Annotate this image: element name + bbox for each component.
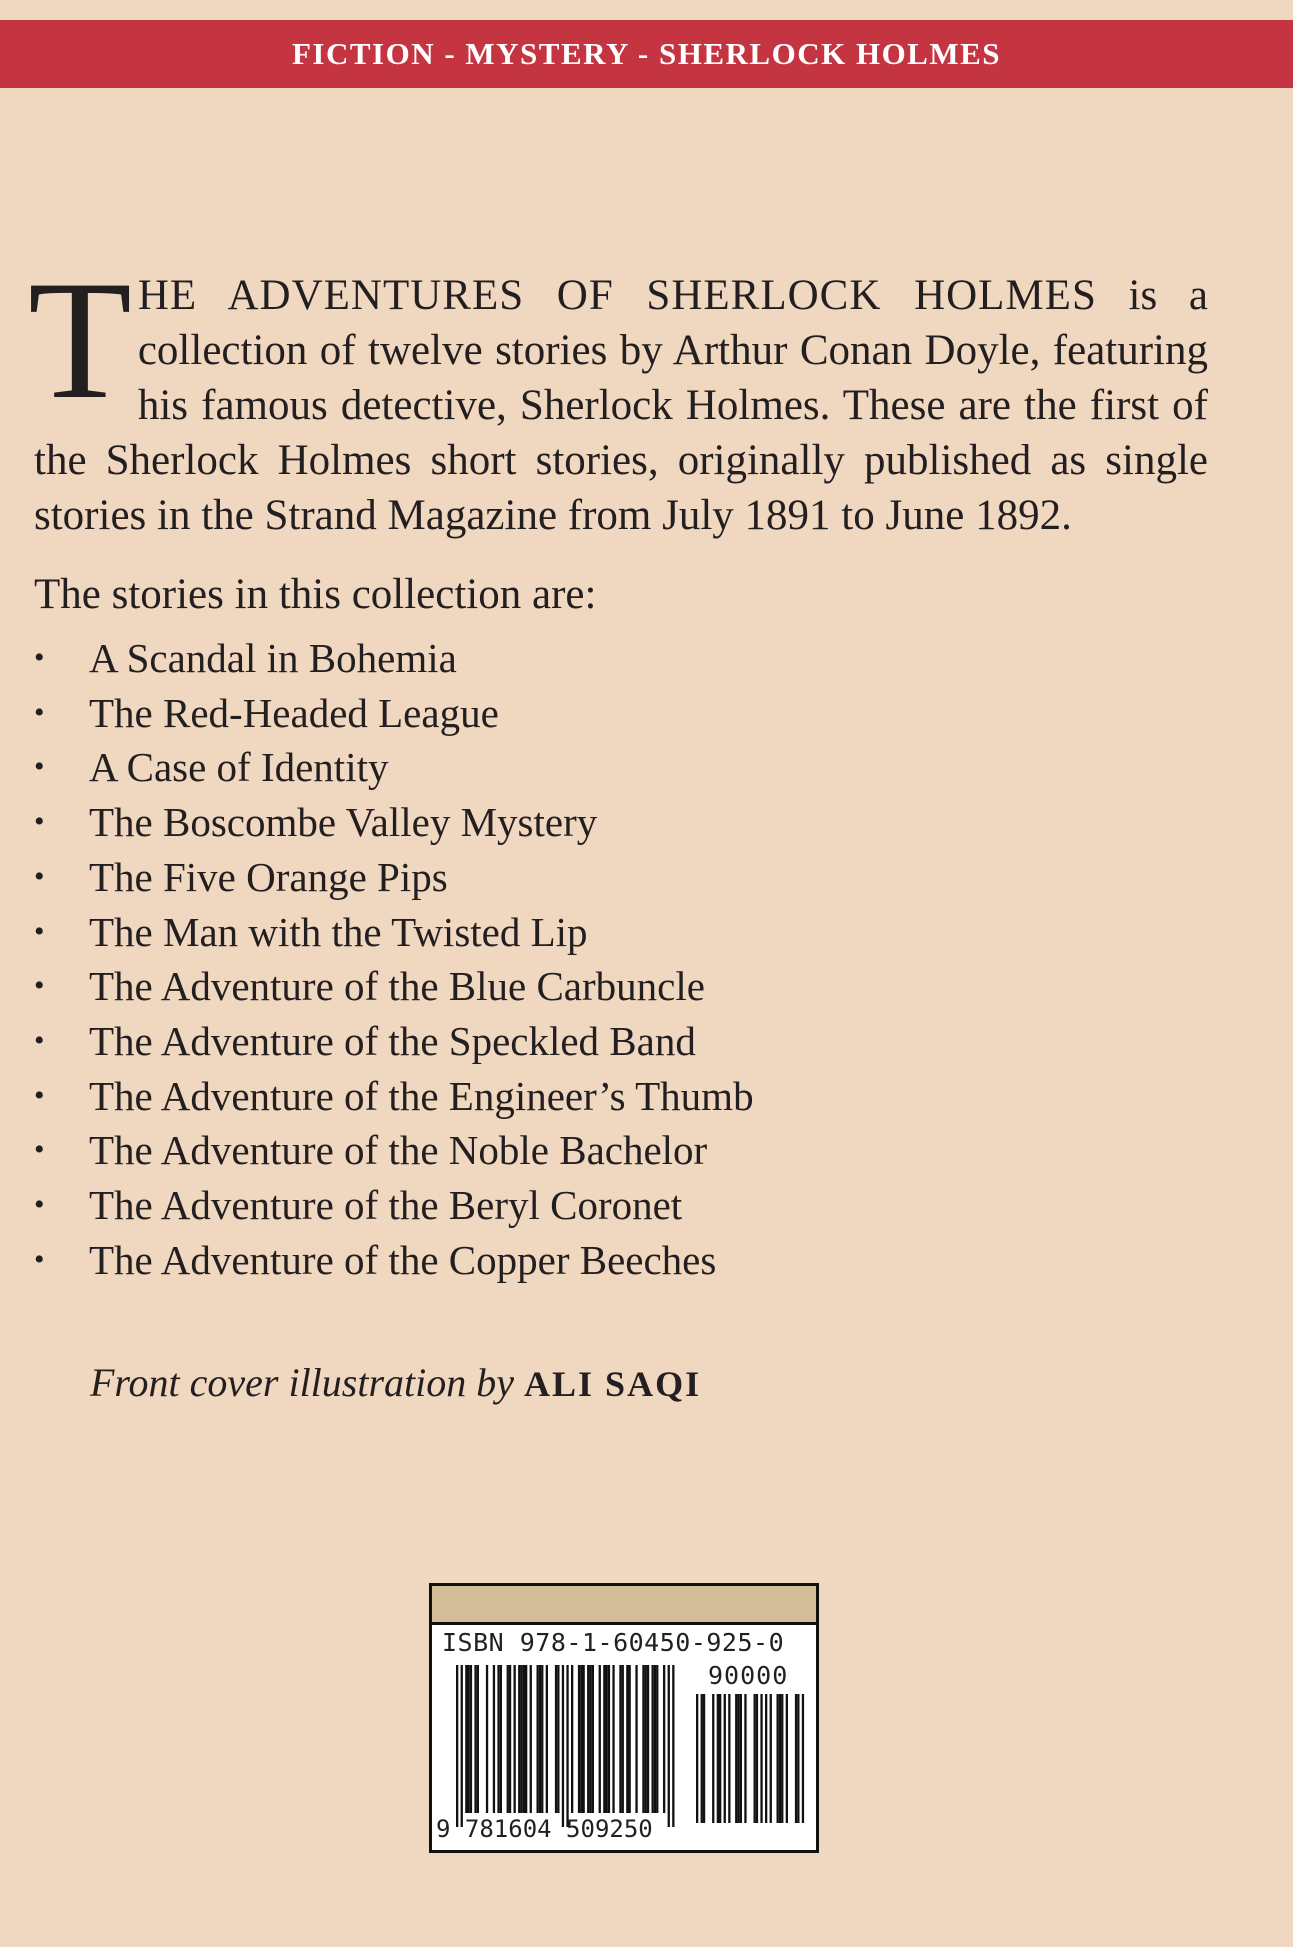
list-item xyxy=(34,631,754,686)
genre-banner-text: FICTION - MYSTERY - SHERLOCK HOLMES xyxy=(291,36,1002,71)
barcode-bar xyxy=(663,1665,665,1813)
bullet-icon: • xyxy=(34,641,45,674)
story-title: A Scandal in Bohemia xyxy=(89,635,457,681)
barcode-bar xyxy=(592,1665,594,1813)
addon-barcode-bar xyxy=(779,1694,781,1823)
barcode-bar xyxy=(619,1665,621,1813)
bullet-icon: • xyxy=(34,695,45,729)
bullet-icon: • xyxy=(34,1023,45,1057)
list-item xyxy=(34,905,754,960)
story-title: The Adventure of the Engineer’s Thumb xyxy=(89,1072,754,1119)
barcode-bar xyxy=(525,1665,527,1813)
list-item xyxy=(34,850,754,905)
barcode-bar xyxy=(647,1665,649,1813)
barcode-bar xyxy=(514,1665,516,1813)
barcode-bar xyxy=(537,1665,539,1813)
collection-intro: The stories in this collection are: xyxy=(34,571,597,618)
illustration-credit xyxy=(90,1355,701,1412)
barcode-bar xyxy=(461,1665,463,1827)
credit-prefix: Front cover illustration by xyxy=(90,1360,515,1405)
barcode-bar xyxy=(629,1665,631,1813)
addon-barcode-bar xyxy=(756,1694,758,1823)
bullet-icon: • xyxy=(34,805,45,839)
list-item xyxy=(34,1178,754,1233)
addon-barcode-bar xyxy=(740,1694,742,1823)
barcode-bar xyxy=(578,1665,580,1813)
addon-barcode-bar xyxy=(724,1694,726,1823)
barcode-bar xyxy=(645,1665,647,1813)
barcode-bar xyxy=(589,1665,591,1813)
barcode-bar xyxy=(497,1665,499,1813)
list-item xyxy=(34,740,754,795)
addon-barcode-bar xyxy=(795,1694,797,1823)
story-title: The Adventure of the Noble Bachelor xyxy=(89,1127,708,1174)
barcode-bar xyxy=(474,1665,476,1813)
drop-cap: T xyxy=(28,246,132,434)
barcode-bars xyxy=(432,1586,816,1850)
addon-barcode-bar xyxy=(760,1694,762,1823)
story-title: The Boscombe Valley Mystery xyxy=(89,799,598,846)
addon-barcode-bar xyxy=(781,1694,783,1823)
barcode-bar xyxy=(652,1665,654,1813)
barcode-bar xyxy=(562,1665,564,1827)
isbn-label: ISBN 978-1-60450-925-0 xyxy=(442,1628,785,1657)
barcode-bar xyxy=(509,1665,511,1813)
addon-barcode-bar xyxy=(765,1694,767,1823)
barcode-bar xyxy=(518,1665,520,1813)
story-list xyxy=(34,631,754,1287)
addon-barcode-bar xyxy=(770,1694,772,1823)
list-item xyxy=(34,1233,754,1288)
addon-barcode-bar xyxy=(728,1694,730,1823)
addon-barcode-bar xyxy=(777,1694,779,1823)
list-item xyxy=(34,1014,754,1069)
barcode-bar xyxy=(486,1665,488,1813)
barcode-bar xyxy=(599,1665,601,1813)
barcode-bar xyxy=(583,1665,585,1813)
barcode-bar xyxy=(557,1665,559,1813)
barcode-bar xyxy=(603,1665,605,1813)
addon-barcode-bar xyxy=(786,1694,788,1823)
barcode-bar xyxy=(477,1665,479,1813)
barcode-bar xyxy=(456,1665,458,1827)
bullet-icon: • xyxy=(34,1188,45,1222)
book-blurb xyxy=(28,246,1208,543)
barcode-bar xyxy=(539,1665,541,1813)
story-title: The Five Orange Pips xyxy=(89,853,448,900)
barcode-bar xyxy=(580,1665,582,1813)
barcode-bar xyxy=(520,1665,522,1813)
story-title: The Adventure of the Speckled Band xyxy=(89,1017,696,1064)
barcode-bar xyxy=(656,1665,658,1813)
addon-barcode-bar xyxy=(712,1694,714,1823)
bullet-icon: • xyxy=(34,1078,45,1112)
addon-barcode-bar xyxy=(735,1694,737,1823)
barcode-bar xyxy=(626,1665,628,1813)
barcode-bar xyxy=(635,1665,637,1813)
addon-barcode-bar xyxy=(719,1694,721,1823)
bullet-icon: • xyxy=(34,1242,45,1276)
blurb-text: is a collection of twelve stories by Arthur Conan Doyle, featuring his famous detective, Sherlock Holmes. These are the first of the Sherlock Holmes short stories, originally published as single stories in the Strand Magazine from July 1891 to June 1892. xyxy=(34,272,1208,539)
bullet-icon: • xyxy=(34,750,45,784)
list-item xyxy=(34,1123,754,1178)
addon-barcode-bar xyxy=(703,1694,705,1823)
addon-barcode-bar xyxy=(737,1694,739,1823)
barcode-bar xyxy=(465,1665,467,1813)
barcode-bar xyxy=(612,1665,614,1813)
barcode-bar xyxy=(555,1665,557,1813)
addon-barcode-bar xyxy=(701,1694,703,1823)
barcode-bar xyxy=(530,1665,532,1813)
bullet-icon: • xyxy=(34,914,45,948)
barcode-bar xyxy=(672,1665,674,1827)
blurb-book-title: HE ADVENTURES OF SHERLOCK HOLMES xyxy=(137,272,1097,319)
bullet-icon: • xyxy=(34,859,45,893)
barcode-bar xyxy=(507,1665,509,1813)
list-item xyxy=(34,795,754,850)
barcode-bar xyxy=(523,1665,525,1813)
barcode-bar xyxy=(587,1665,589,1813)
story-title: The Adventure of the Beryl Coronet xyxy=(89,1182,683,1229)
barcode-bar xyxy=(541,1665,543,1813)
barcode-bar xyxy=(500,1665,502,1813)
barcode-bar xyxy=(642,1665,644,1813)
barcode-bar xyxy=(654,1665,656,1813)
addon-barcode-bar xyxy=(797,1694,799,1823)
barcode-bar xyxy=(566,1665,568,1827)
genre-banner xyxy=(0,20,1293,88)
ean-digits: 9 781604 509250 xyxy=(436,1815,653,1843)
story-title: The Red-Headed League xyxy=(89,689,499,736)
story-title: The Adventure of the Copper Beeches xyxy=(89,1236,717,1283)
addon-barcode-bar xyxy=(744,1694,746,1823)
story-title: A Case of Identity xyxy=(89,744,389,791)
story-title: The Man with the Twisted Lip xyxy=(89,908,588,955)
isbn-barcode-box xyxy=(429,1583,819,1853)
barcode-bar xyxy=(606,1665,608,1813)
addon-barcode-bar xyxy=(696,1694,698,1823)
barcode-bar xyxy=(468,1665,470,1813)
addon-barcode-bar xyxy=(802,1694,804,1823)
illustrator-name: ALI SAQI xyxy=(524,1364,702,1404)
list-item xyxy=(34,686,754,741)
story-title: The Adventure of the Blue Carbuncle xyxy=(89,963,705,1010)
barcode-bar xyxy=(571,1665,573,1813)
addon-barcode-bar xyxy=(754,1694,756,1823)
list-item xyxy=(34,959,754,1014)
addon-barcode-bar xyxy=(717,1694,719,1823)
barcode-bar xyxy=(608,1665,610,1813)
price-code: 90000 xyxy=(708,1661,789,1690)
barcode-bar xyxy=(622,1665,624,1813)
bullet-icon: • xyxy=(34,969,45,1003)
barcode-bar xyxy=(470,1665,472,1813)
bullet-icon: • xyxy=(34,1133,45,1167)
barcode-bar xyxy=(546,1665,548,1813)
barcode-bar xyxy=(668,1665,670,1827)
barcode-bar xyxy=(493,1665,495,1813)
list-item xyxy=(34,1069,754,1124)
